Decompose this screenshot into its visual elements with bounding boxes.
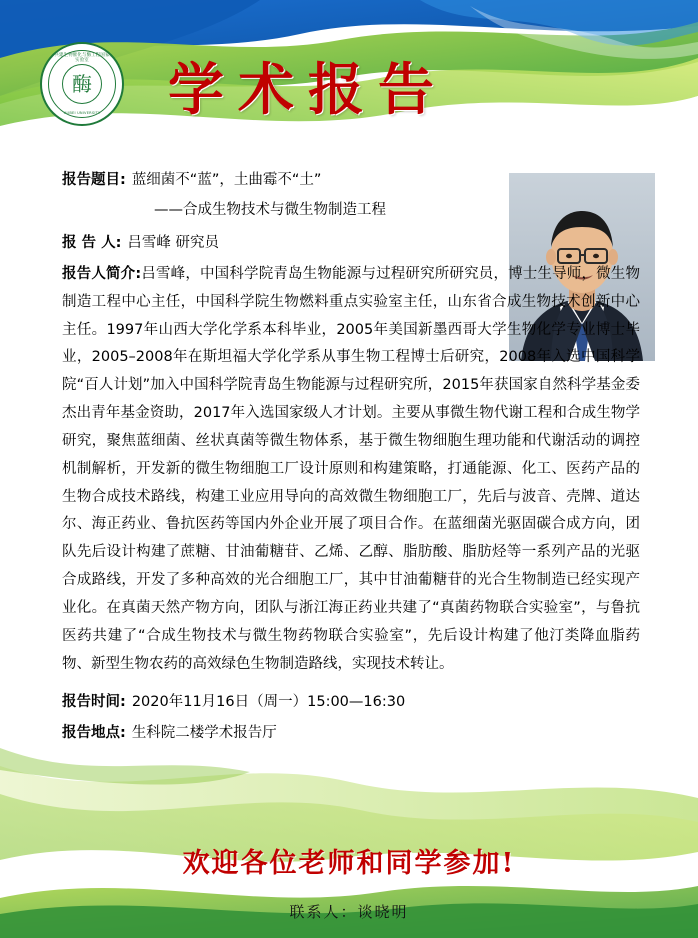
logo-emblem <box>40 42 124 126</box>
report-time-label: 报告时间: <box>62 694 126 711</box>
report-time-row <box>62 690 640 711</box>
speaker-bio-label: 报告人简介: <box>62 266 142 282</box>
speaker-label: 报 告 人: <box>62 235 122 251</box>
report-place-label: 报告地点: <box>62 725 126 742</box>
report-place-value: 生科院二楼学术报告厅 <box>131 725 277 742</box>
poster-body <box>0 168 698 810</box>
logo-mark: 酶 <box>62 64 102 104</box>
speaker-bio-text: 吕雪峰，中国科学院青岛生物能源与过程研究所研究员，博士生导师，微生物制造工程中心主任，中国科学院生物燃料重点实验室主任，山东省合成生物技术创新中心主任。1997年山西大学化学系本科毕业，2005年美国新墨西哥大学生物化学专业博士毕业，2005–2008年在斯坦福大学化学系从事生物工程博士后研究，2008年入选中国科学院“百人计划”加入中国科学院青岛生物能源与过程研究所，2015年获国家自然科学基金委杰出青年基金资助，2017年入选国家级人才计划。主要从事微生物代谢工程和合成生物学研究，聚焦蓝细菌、丝状真菌等微生物体系，基于微生物细胞生理功能和代谢活动的调控机制解析，开发新的微生物细胞工厂设计原则和构建策略，打通能源、化工、医药产品的生物合成技术路线，构建工业应用导向的高效微生物细胞工厂，先后与波音、壳牌、道达尔、海正药业、鲁抗医药等国内外企业开展了项目合作。在蓝细菌光驱固碳合成方向，团队先后设计构建了蔗糖、甘油葡糖苷、乙烯、乙醇、脂肪酸、脂肪烃等一系列产品的光驱合成路线，开发了多种高效的光合细胞工厂，其中甘油葡糖苷的光合生物制造已经实现产业化。在真菌天然产物方向，团队与浙江海正药业共建了“真菌药物联合实验室”，与鲁抗医药共建了“合成生物技术与微生物药物联合实验室”，先后设计构建了他汀类降血脂药物、新型生物农药的高效绿色生物制造路线，实现技术转让。 <box>62 266 640 672</box>
banner-decoration <box>0 0 698 160</box>
logo-text-top: 省部共建生物催化与酶工程国家重点实验室 <box>45 53 119 64</box>
report-title-row <box>62 168 640 189</box>
report-place-row <box>62 721 640 742</box>
contact-person: 联系人：谈晓明 <box>289 903 409 921</box>
report-title-value: 蓝细菌不“蓝”，土曲霉不“土” <box>131 172 322 188</box>
logo-inner <box>44 46 120 122</box>
speaker-value: 吕雪峰 研究员 <box>127 235 220 251</box>
speaker-row <box>62 231 640 252</box>
speaker-bio <box>62 261 640 678</box>
report-title-label: 报告题目: <box>62 172 126 188</box>
page-title: 学术报告 <box>168 57 448 123</box>
welcome-message: 欢迎各位老师和同学参加! <box>182 848 516 879</box>
report-time-value: 2020年11月16日（周一）15:00—16:30 <box>131 694 406 711</box>
logo-text-bottom: HUBEI UNIVERSITY <box>63 111 101 115</box>
report-subtitle: ——合成生物技术与微生物制造工程 <box>154 202 386 218</box>
